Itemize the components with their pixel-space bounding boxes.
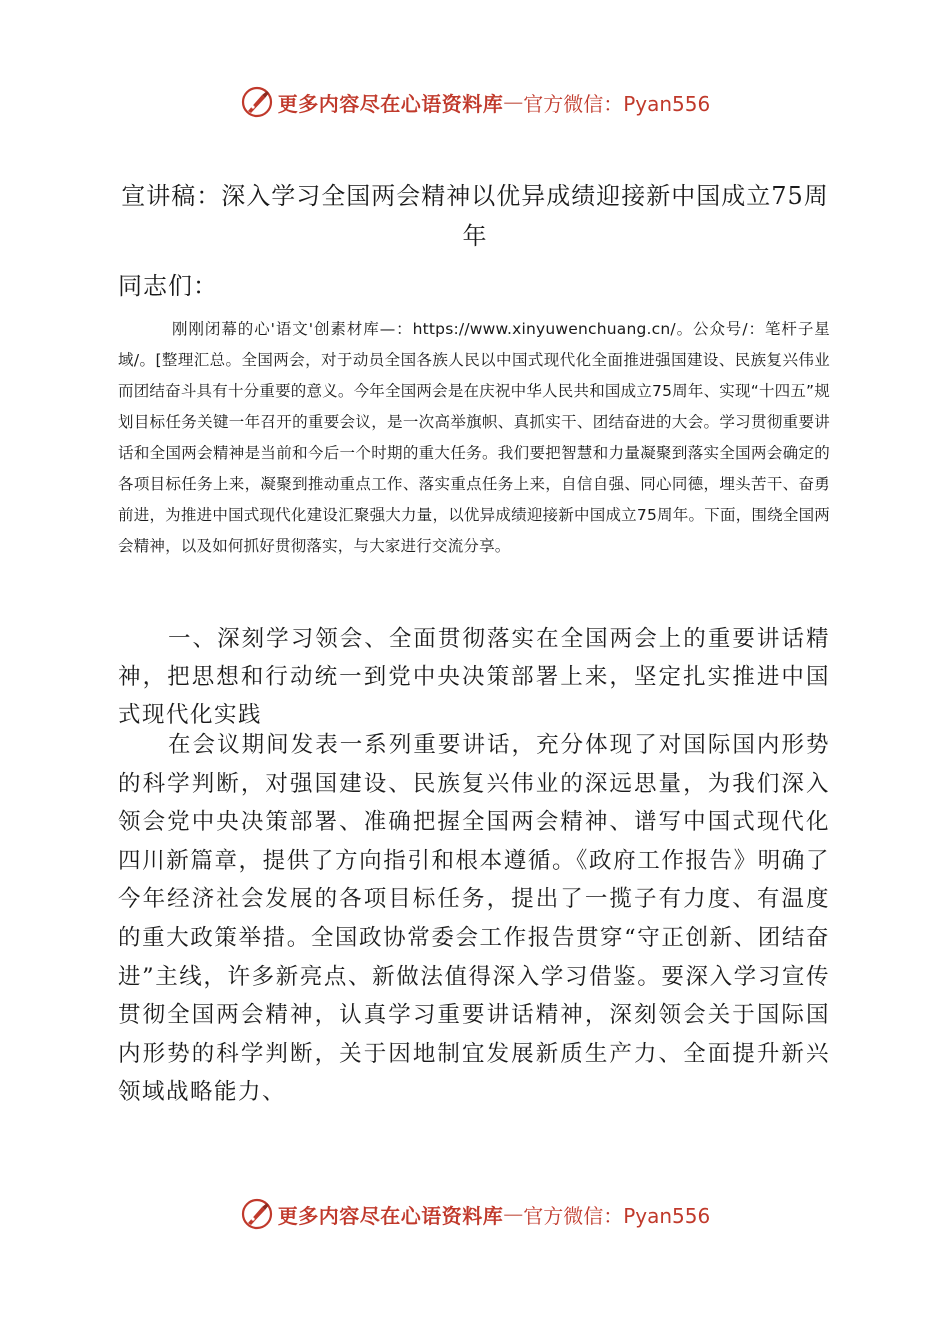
watermark-banner-bottom [0,1192,950,1236]
greeting: 同志们： [118,272,218,300]
section-heading: 一、深刻学习领会、全面贯彻落实在全国两会上的重要讲话精神，把思想和行动统一到党中央决策部署上来，坚定扎实推进中国式现代化实践 [118,626,830,728]
pen-nib-logo-icon [240,85,274,119]
body-paragraph: 在会议期间发表一系列重要讲话，充分体现了对国际国内形势的科学判断，对强国建设、民族复兴伟业的深远思量，为我们深入领会党中央决策部署、准确把握全国两会精神、谱写中国式现代化四川新篇章，提供了方向指引和根本遵循。《政府工作报告》明确了今年经济社会发展的各项目标任务，提出了一揽子有力度、有温度的重大政策举措。全国政协常委会工作报告贯穿“守正创新、团结奋进”主线，许多新亮点、新做法值得深入学习借鉴。要深入学习宣传贯彻全国两会精神，认真学习重要讲话精神，深刻领会关于国际国内形势的科学判断，关于因地制宜发展新质生产力、全面提升新兴领域战略能力、 [118,732,830,1106]
document-title: 宣讲稿：深入学习全国两会精神以优异成绩迎接新中国成立75周年 [121,182,829,250]
pen-nib-logo-icon [240,1197,274,1231]
watermark-dash: — [503,1202,524,1226]
watermark-wechat: 官方微信：Pyan556 [523,91,711,116]
watermark-wechat: 官方微信：Pyan556 [523,1203,711,1228]
watermark-title: 更多内容尽在心语资料库 [277,91,504,116]
watermark-dash: — [503,90,524,114]
watermark-banner-top [0,80,950,124]
watermark-title: 更多内容尽在心语资料库 [277,1203,504,1228]
intro-paragraph: 刚刚闭幕的心'语文'创素材库—：https://www.xinyuwenchuang.cn/。公众号/：笔杆子星域/。[整理汇总。全国两会，对于动员全国各族人民以中国式现代化全面推进强国建设、民族复兴伟业而团结奋斗具有十分重要的意义。今年全国两会是在庆祝中华人民共和国成立75周年、实现“十四五”规划目标任务关键一年召开的重要会议，是一次高举旗帜、真抓实干、团结奋进的大会。学习贯彻重要讲话和全国两会精神是当前和今后一个时期的重大任务。我们要把智慧和力量凝聚到落实全国两会确定的各项目标任务上来，凝聚到推动重点工作、落实重点任务上来，自信自强、同心同德，埋头苦干、奋勇前进，为推进中国式现代化建设汇聚强大力量，以优异成绩迎接新中国成立75周年。下面，围绕全国两会精神，以及如何抓好贯彻落实，与大家进行交流分享。 [118,320,830,555]
